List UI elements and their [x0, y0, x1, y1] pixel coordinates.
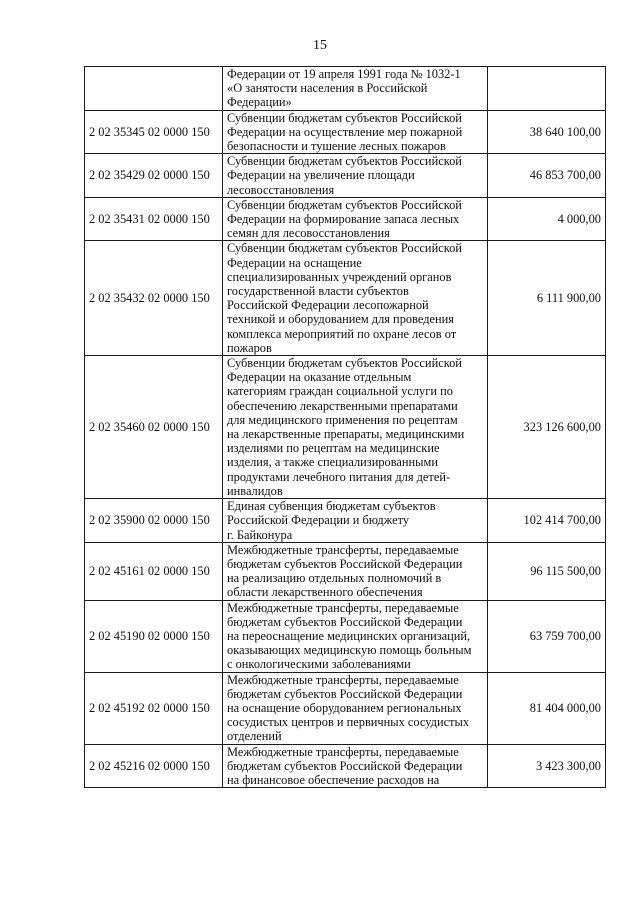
- budget-classification-code: 2 02 45192 02 0000 150: [85, 672, 223, 744]
- description-line: Федерации на оснащение: [227, 255, 362, 270]
- revenue-description: [223, 499, 488, 543]
- description-line: Федерации от 19 апреля 1991 года № 1032-1: [227, 67, 461, 81]
- revenue-description: [223, 542, 488, 600]
- description-line: государственной власти субъектов: [227, 284, 409, 299]
- table-row: [85, 672, 606, 744]
- table-row: [85, 600, 606, 672]
- table-row: [85, 356, 606, 499]
- description-line: бюджетам субъектов Российской Федерации: [227, 556, 463, 571]
- description-line: изделиями по рецептам на медицинские: [227, 441, 440, 456]
- description-line: Субвенции бюджетам субъектов Российской: [227, 110, 462, 125]
- description-line: бюджетам субъектов Российской Федерации: [227, 758, 463, 773]
- description-line: изделия, а также специализированными: [227, 455, 438, 470]
- table-row: [85, 154, 606, 198]
- budget-revenue-table: [84, 66, 606, 788]
- description-line: Межбюджетные трансферты, передаваемые: [227, 744, 459, 759]
- description-line: обеспечению лекарственными препаратами: [227, 398, 458, 413]
- amount-rubles: 4 000,00: [488, 197, 606, 241]
- budget-classification-code: 2 02 35432 02 0000 150: [85, 241, 223, 356]
- amount-rubles: 6 111 900,00: [488, 241, 606, 356]
- budget-classification-code: 2 02 35460 02 0000 150: [85, 356, 223, 499]
- revenue-description: [223, 356, 488, 499]
- description-line: отделений: [227, 729, 282, 744]
- budget-classification-code: 2 02 45216 02 0000 150: [85, 744, 223, 788]
- amount-rubles: 38 640 100,00: [488, 110, 606, 154]
- description-line: специализированных учреждений органов: [227, 269, 452, 284]
- description-line: бюджетам субъектов Российской Федерации: [227, 614, 463, 629]
- description-line: оказывающих медицинскую помощь больным: [227, 643, 472, 658]
- revenue-description: [223, 600, 488, 672]
- amount-rubles: 46 853 700,00: [488, 154, 606, 198]
- budget-classification-code: 2 02 45190 02 0000 150: [85, 600, 223, 672]
- table-row: [85, 197, 606, 241]
- amount-rubles: 3 423 300,00: [488, 744, 606, 788]
- description-line: бюджетам субъектов Российской Федерации: [227, 686, 463, 701]
- description-line: на лекарственные препараты, медицинскими: [227, 427, 465, 442]
- revenue-description: [223, 241, 488, 356]
- amount-rubles: 323 126 600,00: [488, 356, 606, 499]
- description-line: Федерации на осуществление мер пожарной: [227, 124, 463, 139]
- description-line: пожаров: [227, 340, 272, 355]
- amount-rubles: 81 404 000,00: [488, 672, 606, 744]
- amount-rubles: 63 759 700,00: [488, 600, 606, 672]
- description-line: Единая субвенция бюджетам субъектов: [227, 499, 436, 514]
- description-line: Субвенции бюджетам субъектов Российской: [227, 356, 462, 371]
- table-body: [85, 67, 606, 788]
- budget-classification-code: 2 02 35431 02 0000 150: [85, 197, 223, 241]
- description-line: на финансовое обеспечение расходов на: [227, 772, 440, 787]
- revenue-description: [223, 110, 488, 154]
- description-line: семян для лесовосстановления: [227, 226, 390, 241]
- budget-classification-code: [85, 67, 223, 111]
- table-row: [85, 110, 606, 154]
- table-row: [85, 499, 606, 543]
- description-line: Федерации на увеличение площади: [227, 168, 415, 183]
- description-line: на переоснащение медицинских организаций,: [227, 628, 471, 643]
- description-line: г. Байконура: [227, 527, 293, 542]
- revenue-description: [223, 154, 488, 198]
- page-number: 15: [313, 38, 327, 53]
- description-line: сосудистых центров и первичных сосудистых: [227, 715, 470, 730]
- description-line: с онкологическими заболеваниями: [227, 657, 411, 672]
- description-line: для медицинского применения по рецептам: [227, 412, 458, 427]
- description-line: лесовосстановления: [227, 182, 335, 197]
- table-row: [85, 67, 606, 111]
- revenue-description: [223, 672, 488, 744]
- description-line: техникой и оборудованием для проведения: [227, 312, 454, 327]
- description-line: Субвенции бюджетам субъектов Российской: [227, 241, 462, 256]
- description-line: Российской Федерации и бюджету: [227, 513, 410, 528]
- description-line: на реализацию отдельных полномочий в: [227, 571, 442, 586]
- description-line: Субвенции бюджетам субъектов Российской: [227, 197, 462, 212]
- description-line: Российской Федерации лесопожарной: [227, 298, 429, 313]
- revenue-description: [223, 744, 488, 788]
- description-line: продуктами лечебного питания для детей-: [227, 469, 451, 484]
- description-line: Межбюджетные трансферты, передаваемые: [227, 600, 459, 615]
- description-line: на оснащение оборудованием региональных: [227, 700, 462, 715]
- description-line: Федерации на формирование запаса лесных: [227, 212, 460, 227]
- description-line: безопасности и тушение лесных пожаров: [227, 139, 446, 154]
- description-line: Федерации»: [227, 95, 292, 110]
- revenue-description: [223, 197, 488, 241]
- description-line: Межбюджетные трансферты, передаваемые: [227, 672, 459, 687]
- description-line: «О занятости населения в Российской: [227, 81, 428, 96]
- description-line: категориям граждан социальной услуги по: [227, 384, 453, 399]
- amount-rubles: 96 115 500,00: [488, 542, 606, 600]
- amount-rubles: [488, 67, 606, 111]
- table-row: [85, 542, 606, 600]
- description-line: области лекарственного обеспечения: [227, 585, 423, 600]
- description-line: инвалидов: [227, 483, 283, 498]
- budget-classification-code: 2 02 35900 02 0000 150: [85, 499, 223, 543]
- table-row: [85, 241, 606, 356]
- description-line: Субвенции бюджетам субъектов Российской: [227, 154, 462, 169]
- description-line: комплекса мероприятий по охране лесов от: [227, 326, 457, 341]
- description-line: Межбюджетные трансферты, передаваемые: [227, 542, 459, 557]
- budget-classification-code: 2 02 35345 02 0000 150: [85, 110, 223, 154]
- amount-rubles: 102 414 700,00: [488, 499, 606, 543]
- description-line: Федерации на оказание отдельным: [227, 370, 412, 385]
- budget-classification-code: 2 02 45161 02 0000 150: [85, 542, 223, 600]
- revenue-description: [223, 67, 488, 111]
- budget-classification-code: 2 02 35429 02 0000 150: [85, 154, 223, 198]
- table-row: [85, 744, 606, 788]
